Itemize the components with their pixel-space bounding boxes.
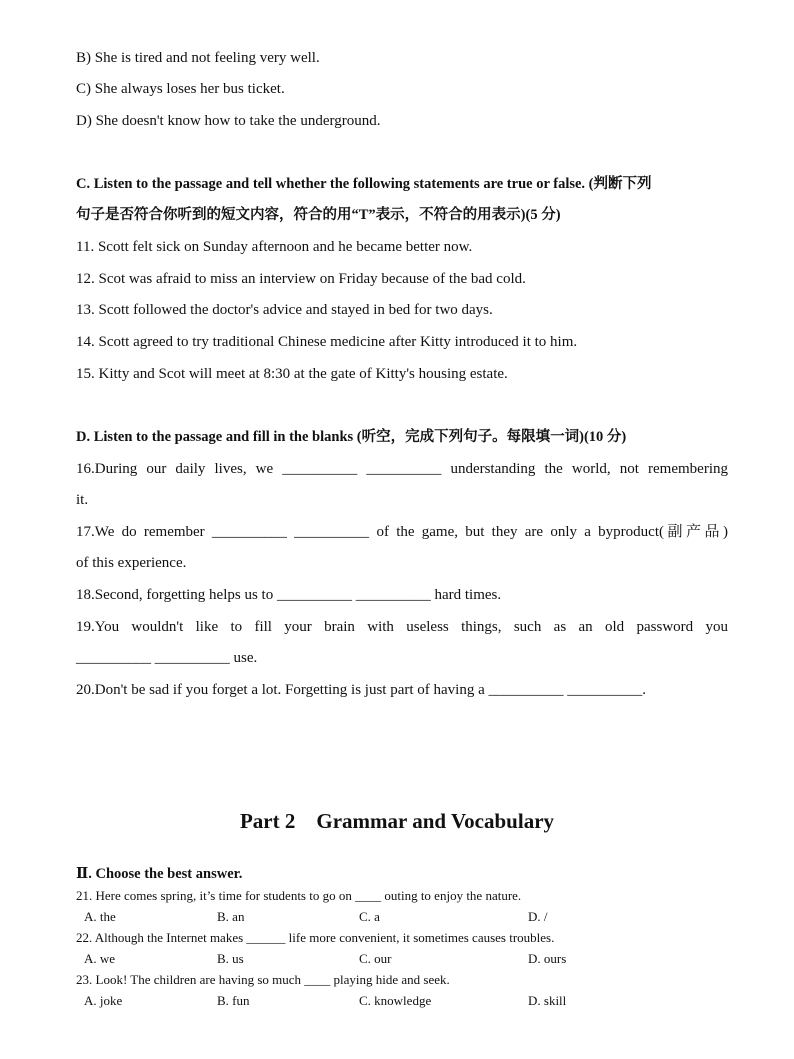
statement-15: 15. Kitty and Scot will meet at 8:30 at the gate of Kitty's housing estate. (76, 366, 508, 382)
q21-option-b: B. an (217, 909, 245, 924)
blank-line-17-cont: of this experience. (76, 555, 187, 571)
q23-option-c: C. knowledge (359, 993, 432, 1008)
statement-14: 14. Scott agreed to try traditional Chinese medicine after Kitty introduced it to him. (76, 334, 578, 350)
blank-line-18: 18.Second, forgetting helps us to __________ __________ hard times. (76, 587, 502, 603)
q23-option-d: D. skill (528, 993, 567, 1008)
q23-option-b: B. fun (217, 993, 250, 1008)
part2-heading: Ⅱ. Choose the best answer. (76, 866, 243, 882)
blank-line-19-cont: __________ __________ use. (76, 650, 258, 666)
q22-option-b: B. us (217, 951, 244, 966)
part2-title: Part 2 Grammar and Vocabulary (239, 809, 555, 833)
section-c-heading-line1: C. Listen to the passage and tell whether the following statements are true or false. (判断下列 (76, 176, 652, 192)
q22-option-d: D. ours (528, 951, 567, 966)
statement-12: 12. Scot was afraid to miss an interview on Friday because of the bad cold. (76, 271, 526, 287)
blank-line-16: 16.During our daily lives, we __________ __________ understanding the world, not remembering (76, 461, 728, 477)
question-22: 22. Although the Internet makes ______ life more convenient, it sometimes causes troubles. (76, 930, 555, 945)
q21-option-d: D. / (528, 909, 548, 924)
statement-13: 13. Scott followed the doctor's advice and stayed in bed for two days. (76, 302, 493, 318)
blank-line-17: 17.We do remember __________ __________ of the game, but they are only a byproduct(副产品) (76, 524, 728, 540)
statement-11: 11. Scott felt sick on Sunday afternoon and he became better now. (76, 239, 473, 255)
q21-option-a: A. the (84, 909, 116, 924)
blank-line-20: 20.Don't be sad if you forget a lot. Forgetting is just part of having a __________ __________. (76, 682, 647, 698)
q21-option-c: C. a (359, 909, 380, 924)
option-d: D) She doesn't know how to take the underground. (76, 113, 381, 129)
section-d-heading: D. Listen to the passage and fill in the blanks (听空，完成下列句子。每限填一词)(10 分) (76, 429, 627, 445)
section-c-heading-line2: 句子是否符合你听到的短文内容，符合的用“T”表示，不符合的用表示)(5 分) (76, 207, 561, 223)
blank-line-19: 19.You wouldn't like to fill your brain with useless things, such as an old password you (76, 619, 728, 635)
q22-option-a: A. we (84, 951, 116, 966)
q23-option-a: A. joke (84, 993, 123, 1008)
blank-line-16-cont: it. (76, 492, 89, 508)
option-c: C) She always loses her bus ticket. (76, 81, 285, 97)
option-b: B) She is tired and not feeling very well. (76, 50, 320, 66)
q22-option-c: C. our (359, 951, 392, 966)
question-23: 23. Look! The children are having so much ____ playing hide and seek. (76, 972, 450, 987)
question-21: 21. Here comes spring, it’s time for students to go on ____ outing to enjoy the nature. (76, 888, 522, 903)
